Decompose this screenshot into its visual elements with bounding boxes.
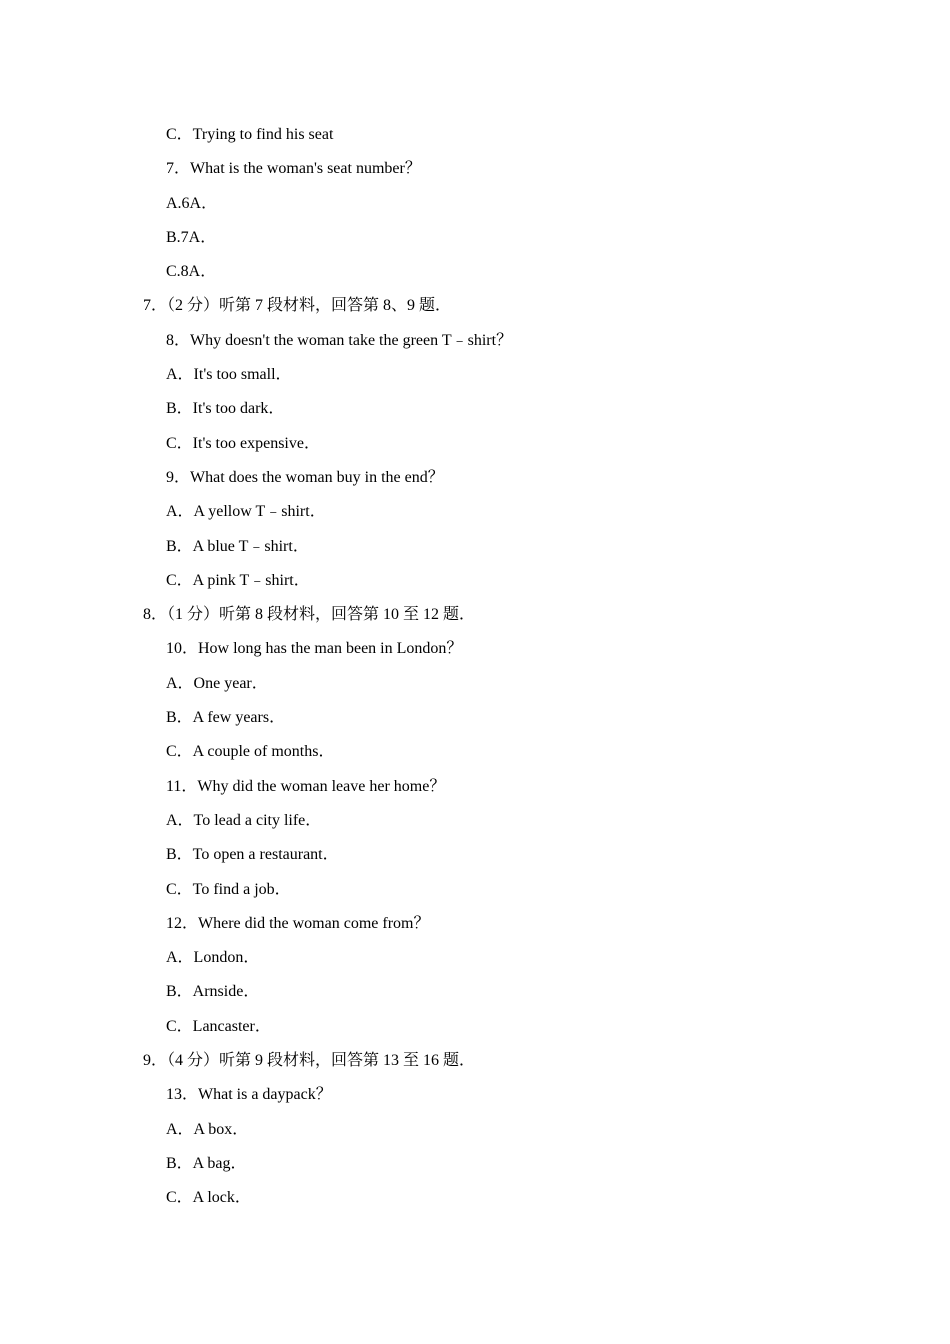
section-8-heading: 8．（1 分）听第 8 段材料，回答第 10 至 12 题． — [143, 606, 476, 624]
option-a-q8: A．It's too small． — [166, 366, 292, 384]
option-a-q10: A．One year． — [166, 674, 268, 692]
option-b-q13: B．A bag． — [166, 1154, 247, 1172]
option-b-q10: B．A few years． — [166, 709, 286, 727]
question-7: 7．What is the woman's seat number？ — [166, 160, 421, 178]
question-13: 13．What is a daypack？ — [166, 1086, 332, 1104]
option-c-q7: C.8A． — [166, 263, 217, 281]
question-10: 10．How long has the man been in London？ — [166, 640, 463, 658]
option-c-q8: C．It's too expensive． — [166, 434, 320, 452]
option-b-q7: B.7A． — [166, 228, 217, 246]
section-7-heading: 7．（2 分）听第 7 段材料，回答第 8、9 题． — [143, 297, 452, 315]
option-c-q12: C．Lancaster． — [166, 1017, 271, 1035]
option-b-q11: B．To open a restaurant． — [166, 846, 339, 864]
option-a-q9: A．A yellow T﹣shirt． — [166, 503, 326, 521]
exam-page — [0, 118, 950, 1216]
question-8: 8．Why doesn't the woman take the green T﹣shirt？ — [166, 331, 513, 349]
option-a-q13: A．A box． — [166, 1120, 249, 1138]
option-a-q12: A．London． — [166, 949, 260, 967]
option-b-q12: B．Arnside． — [166, 983, 260, 1001]
option-a-q11: A．To lead a city life． — [166, 811, 322, 829]
option-c-q10: C．A couple of months． — [166, 743, 335, 761]
option-c-q9: C．A pink T﹣shirt． — [166, 571, 310, 589]
question-12: 12．Where did the woman come from？ — [166, 914, 430, 932]
question-11: 11．Why did the woman leave her home？ — [166, 777, 446, 795]
option-b-q9: B．A blue T﹣shirt． — [166, 537, 309, 555]
question-9: 9．What does the woman buy in the end？ — [166, 468, 444, 486]
option-a-q7: A.6A． — [166, 194, 218, 212]
option-b-q8: B．It's too dark． — [166, 400, 285, 418]
option-c-q11: C．To find a job． — [166, 880, 291, 898]
section-9-heading: 9．（4 分）听第 9 段材料，回答第 13 至 16 题． — [143, 1052, 476, 1070]
option-c-q6: C．Trying to find his seat — [166, 126, 334, 143]
option-c-q13: C．A lock． — [166, 1189, 251, 1207]
